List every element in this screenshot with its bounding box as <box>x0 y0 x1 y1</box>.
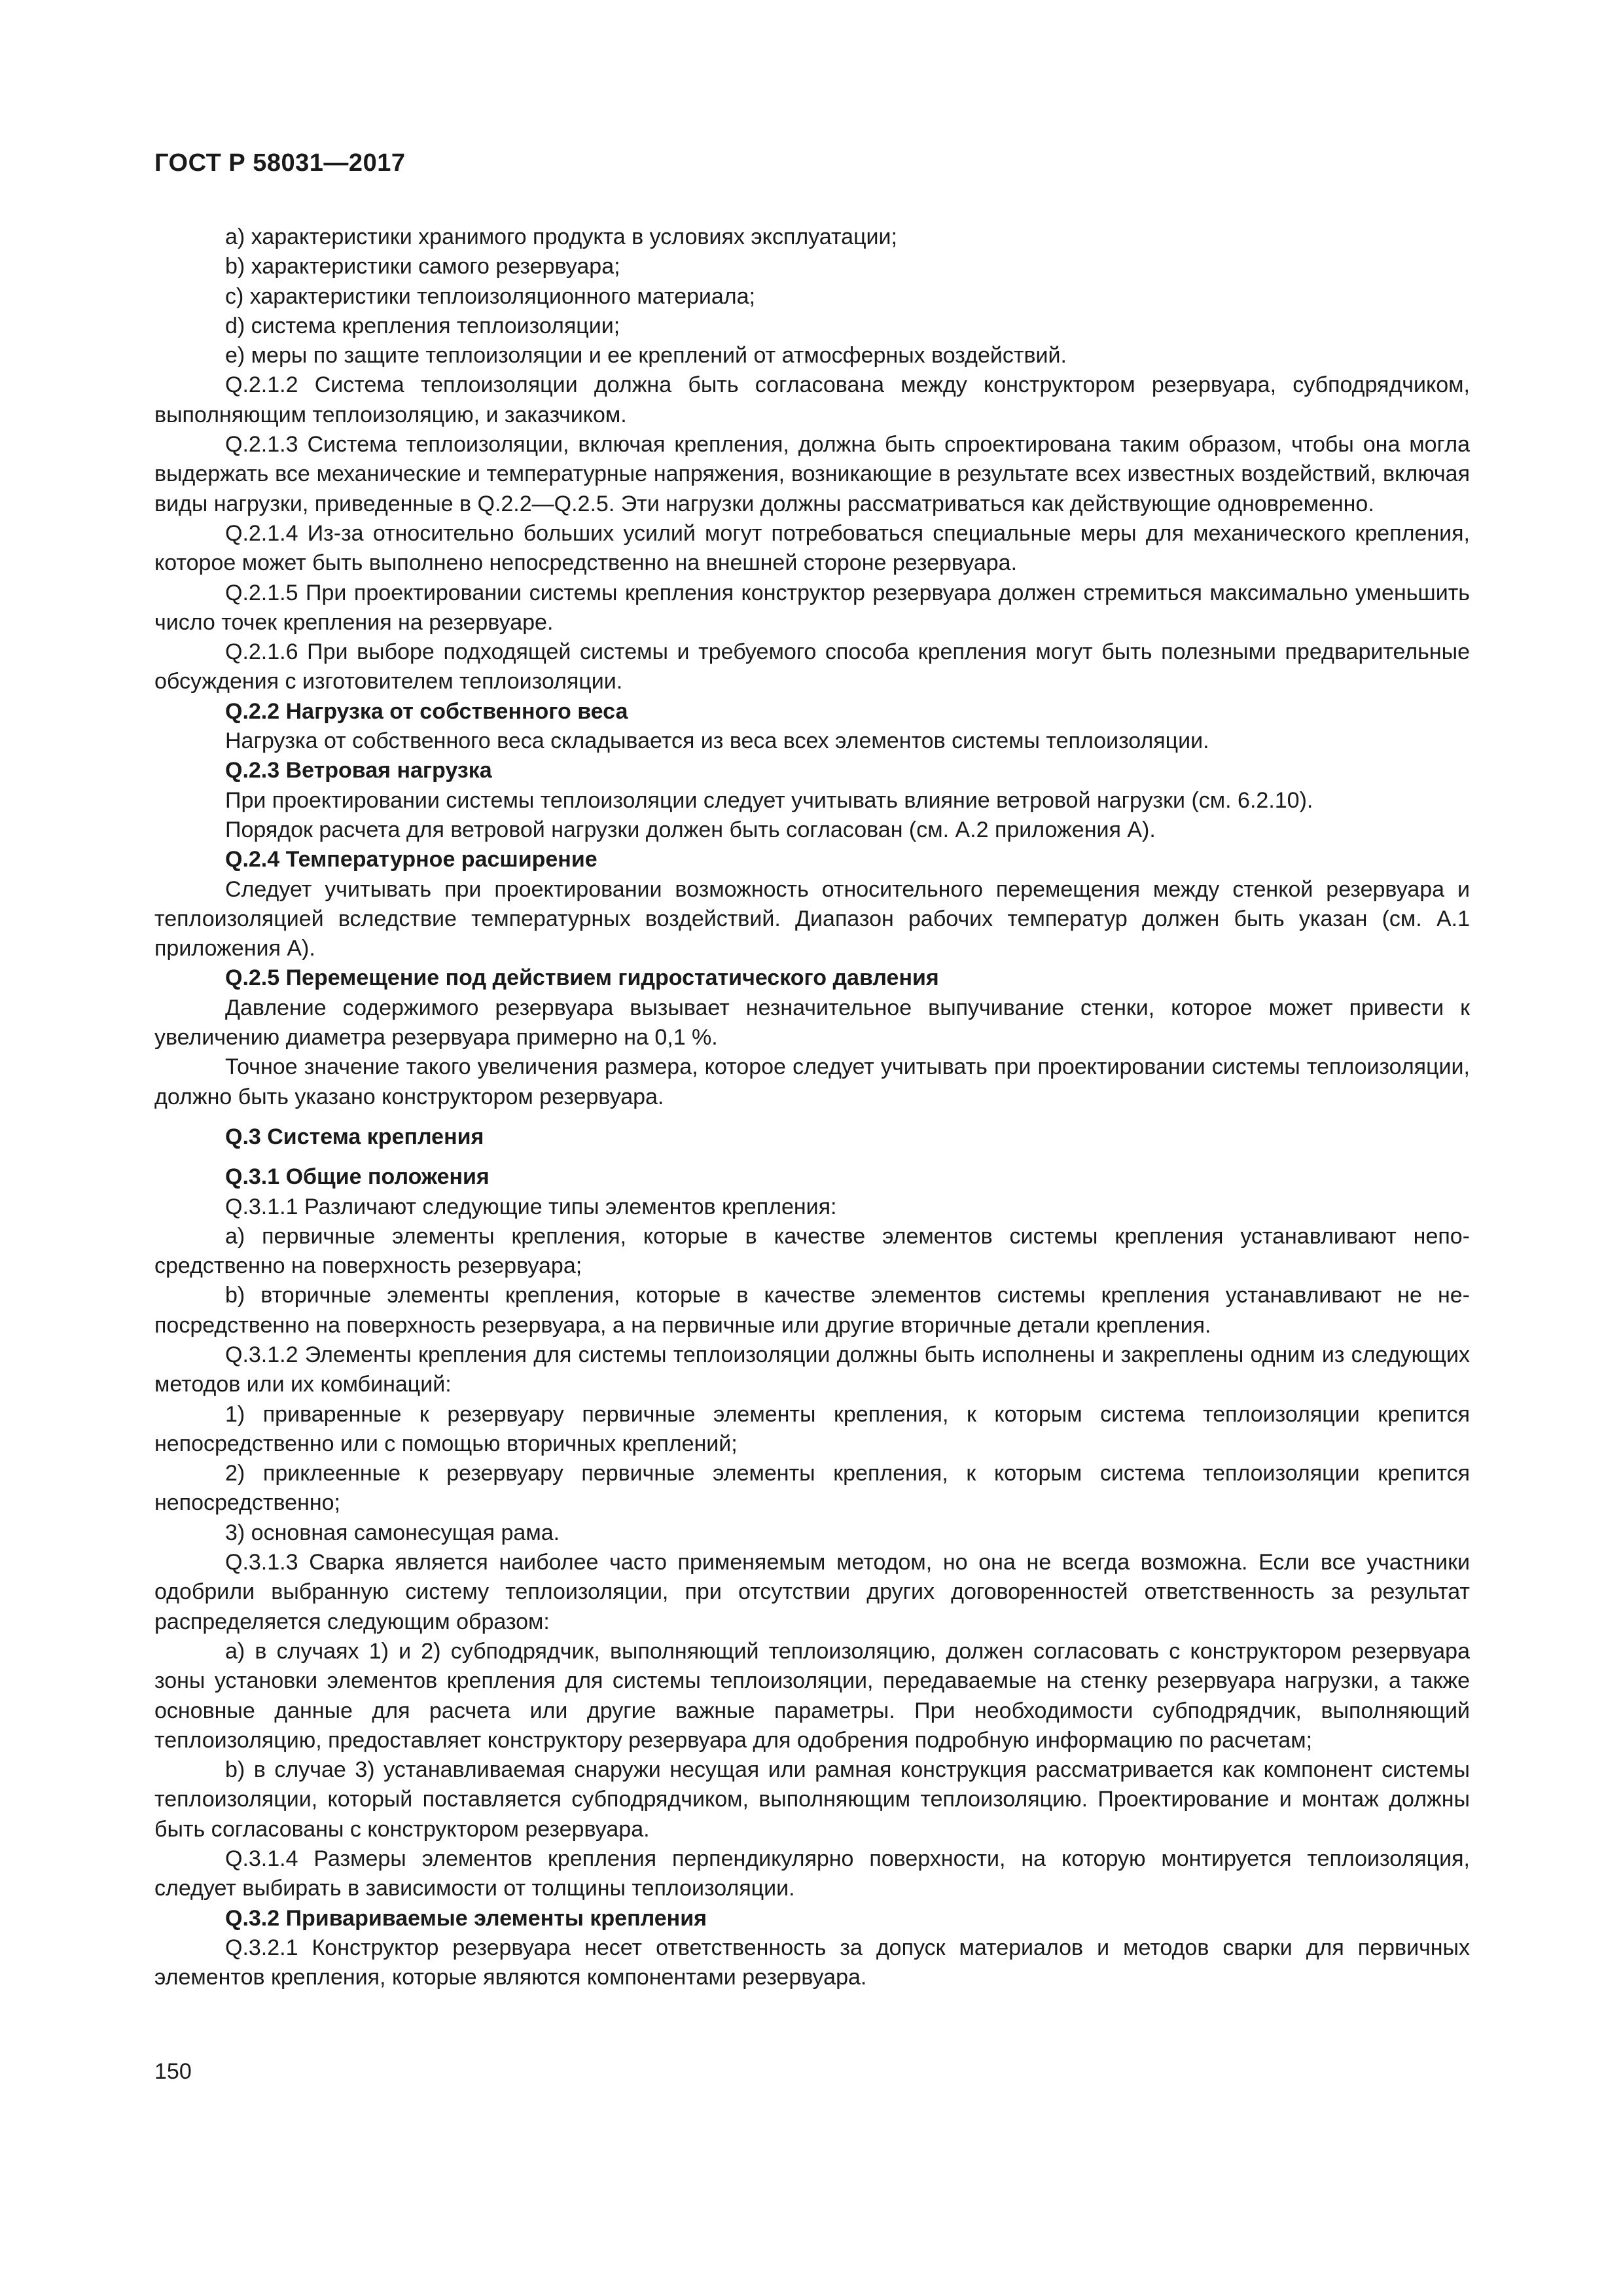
document-header: ГОСТ Р 58031—2017 <box>154 149 406 177</box>
paragraph: 1) приваренные к резервуару первичные элементы крепления, к которым система теплоизоляции крепится непосредственно или с помощью вторичных креплений; <box>154 1401 1470 1456</box>
paragraph: Давление содержимого резервуара вызывает незначительное выпучивание стенки, которое может привести к увеличению диаметра резервуара примерно на 0,1 %. <box>154 995 1470 1050</box>
section-heading: Q.2.2 Нагрузка от собственного веса <box>225 698 628 724</box>
paragraph: b) в случае 3) устанавливаемая снаружи несущая или рамная конструкция рассматривается как компонент системы теплоизоляции, который поставляется субподрядчиком, выполняющим теплоизоляцию. Проектирование и монтаж должны быть согласованы с конструктором резервуара. <box>154 1757 1470 1842</box>
section-heading: Q.3.2 Привариваемые элементы крепления <box>225 1905 707 1931</box>
paragraph: Точное значение такого увеличения размера, которое следует учитывать при проектировании системы теплоизоляции, должно быть указано конструктором резервуара. <box>154 1054 1470 1109</box>
paragraph: 2) приклеенные к резервуару первичные элементы крепления, к которым система теплоизоляции крепится непосредственно; <box>154 1461 1470 1516</box>
paragraph: Q.2.1.2 Система теплоизоляции должна быть согласована между конструктором резервуара, субподрядчиком, выполняющим теплоизоляцию, и заказчиком. <box>154 372 1470 427</box>
paragraph: b) характеристики самого резервуара; <box>225 254 620 279</box>
paragraph: Q.3.1.4 Размеры элементов крепления перпендикулярно поверхности, на которую монтируется теплоизоляция, следует выбирать в зависимости от толщины теплоизоляции. <box>154 1846 1470 1901</box>
document-body <box>154 223 1470 1993</box>
page-number: 150 <box>154 2059 192 2084</box>
section-heading: Q.3.1 Общие положения <box>225 1164 490 1190</box>
paragraph: a) первичные элементы крепления, которые в качестве элементов системы крепления устанавливают непосредственно на поверхность резервуара; <box>154 1223 1470 1279</box>
paragraph: b) вторичные элементы крепления, которые в качестве элементов системы крепления устанавливают не непосредственно на поверхность резервуара, а на первичные или другие вторичные детали крепления. <box>154 1283 1470 1338</box>
paragraph: a) в случаях 1) и 2) субподрядчик, выполняющий теплоизоляцию, должен согласовать с конструктором резервуара зоны установки элементов крепления для системы теплоизоляции, передаваемые на стенку резервуара нагрузки, а также основные данные для расчета или другие важные параметры. При необходимости субподрядчик, выполняющий теплоизоляцию, предоставляет конструктору резервуара для одобрения подробную информацию по расчетам; <box>154 1638 1470 1753</box>
paragraph: Q.2.1.3 Система теплоизоляции, включая крепления, должна быть спроектирована таким образом, чтобы она могла выдержать все механические и температурные напряжения, возникающие в результате всех известных воздействий, включая виды нагрузки, приведенные в Q.2.2—Q.2.5. Эти нагрузки должны рассматриваться как действующие одновременно. <box>154 432 1470 516</box>
paragraph: Q.3.1.3 Сварка является наиболее часто применяемым методом, но она не всегда возможна. Если все участники одобрили выбранную систему теплоизоляции, при отсутствии других договоренностей ответственность за результат распределяется следующим образом: <box>154 1550 1470 1634</box>
paragraph: Q.2.1.6 При выборе подходящей системы и требуемого способа крепления могут быть полезными предварительные обсуждения с изготовителем теплоизоляции. <box>154 639 1470 694</box>
paragraph: e) меры по защите теплоизоляции и ее креплений от атмосферных воздействий. <box>225 343 1067 368</box>
section-heading: Q.2.3 Ветровая нагрузка <box>225 758 492 783</box>
section-heading: Q.2.5 Перемещение под действием гидростатического давления <box>225 965 939 991</box>
paragraph: a) характеристики хранимого продукта в условиях эксплуатации; <box>225 224 897 249</box>
paragraph: Q.3.2.1 Конструктор резервуара несет ответственность за допуск материалов и методов сварки для первичных элементов крепления, которые являются компонентами резервуара. <box>154 1935 1470 1990</box>
paragraph: Следует учитывать при проектировании возможность относительного перемещения между стенкой резервуара и теплоизоляцией вследствие температурных воздействий. Диапазон рабочих температур должен быть указан (см. A.1 приложения A). <box>154 876 1470 961</box>
paragraph: Q.3.1.2 Элементы крепления для системы теплоизоляции должны быть исполнены и закреплены одним из следующих методов или их комбинаций: <box>154 1342 1470 1397</box>
paragraph: Q.3.1.1 Различают следующие типы элементов крепления: <box>225 1194 837 1219</box>
paragraph: c) характеристики теплоизоляционного материала; <box>225 283 755 309</box>
paragraph: Нагрузка от собственного веса складывается из веса всех элементов системы теплоизоляции. <box>225 728 1209 754</box>
section-heading: Q.3 Система крепления <box>225 1124 484 1149</box>
paragraph: Q.2.1.4 Из-за относительно больших усилий могут потребоваться специальные меры для механического крепления, которое может быть выполнено непосредственно на внешней стороне резервуара. <box>154 520 1470 576</box>
paragraph: 3) основная самонесущая рама. <box>225 1520 560 1545</box>
paragraph: Порядок расчета для ветровой нагрузки должен быть согласован (см. A.2 приложения A). <box>225 817 1156 842</box>
section-heading: Q.2.4 Температурное расширение <box>225 847 597 872</box>
paragraph: Q.2.1.5 При проектировании системы крепления конструктор резервуара должен стремиться максимально уменьшить число точек крепления на резервуаре. <box>154 580 1470 635</box>
paragraph: d) система крепления теплоизоляции; <box>225 313 620 338</box>
paragraph: При проектировании системы теплоизоляции следует учитывать влияние ветровой нагрузки (см. 6.2.10). <box>225 787 1313 813</box>
